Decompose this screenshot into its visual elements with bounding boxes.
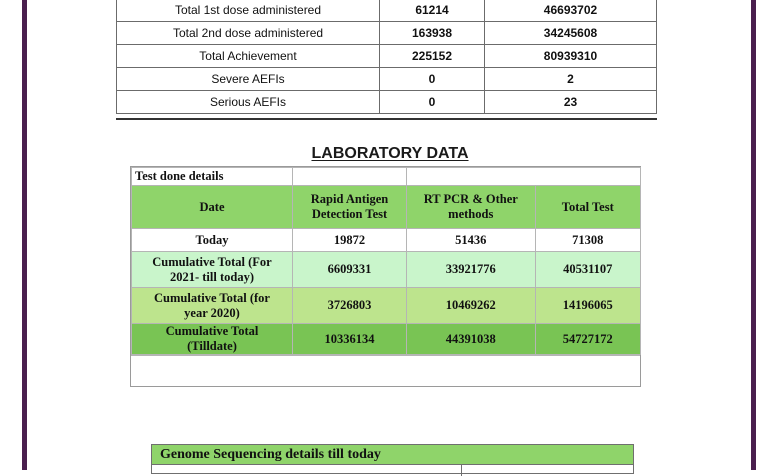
empty-cell [535,168,641,186]
today-value: 0 [380,91,485,114]
total-value: 54727172 [535,324,641,355]
table-caption-row [132,168,641,186]
row-label: Total 1st dose administered [117,0,380,22]
table-header-row [132,186,641,229]
table-row [132,288,641,324]
table-bottom-rule [116,118,657,120]
column-header-rtpcr: RT PCR & Other methods [407,186,536,229]
table-divider [131,355,640,356]
row-label: Severe AEFIs [117,68,380,91]
empty-cell [293,168,407,186]
table-row [117,0,657,22]
row-label: Total 2nd dose administered [117,22,380,45]
today-value: 225152 [380,45,485,68]
today-value: 61214 [380,0,485,22]
cumulative-value: 46693702 [485,0,657,22]
cumulative-value: 2 [485,68,657,91]
rat-value: 19872 [293,229,407,252]
laboratory-table-box [130,166,641,387]
column-divider [461,464,462,476]
cumulative-value: 34245608 [485,22,657,45]
table-row [117,45,657,68]
total-value: 71308 [535,229,641,252]
rtpcr-value: 44391038 [407,324,536,355]
rat-value: 10336134 [293,324,407,355]
genome-title: Genome Sequencing details till today [152,445,633,465]
column-header-total: Total Test [535,186,641,229]
table-row [117,68,657,91]
section-title [0,145,780,163]
row-label: Today [132,229,293,252]
table-caption: Test done details [132,168,293,186]
row-label: Cumulative Total (For 2021- till today) [132,252,293,288]
table-row [117,91,657,114]
cumulative-value: 80939310 [485,45,657,68]
row-label: Serious AEFIs [117,91,380,114]
rtpcr-value: 51436 [407,229,536,252]
row-label: Cumulative Total (Tilldate) [132,324,293,355]
row-label: Total Achievement [117,45,380,68]
laboratory-table [131,167,641,355]
page-border-left [22,0,27,470]
rtpcr-value: 33921776 [407,252,536,288]
table-row [117,22,657,45]
cumulative-value: 23 [485,91,657,114]
table-row [132,229,641,252]
vaccination-table [116,0,657,114]
total-value: 14196065 [535,288,641,324]
column-header-date: Date [132,186,293,229]
column-header-rat: Rapid Antigen Detection Test [293,186,407,229]
table-row [132,252,641,288]
rat-value: 3726803 [293,288,407,324]
today-value: 0 [380,68,485,91]
today-value: 163938 [380,22,485,45]
total-value: 40531107 [535,252,641,288]
rtpcr-value: 10469262 [407,288,536,324]
rat-value: 6609331 [293,252,407,288]
table-row [132,324,641,355]
empty-cell [407,168,536,186]
row-label: Cumulative Total (for year 2020) [132,288,293,324]
laboratory-title: LABORATORY DATA [311,145,469,162]
page-border-right [751,0,756,470]
